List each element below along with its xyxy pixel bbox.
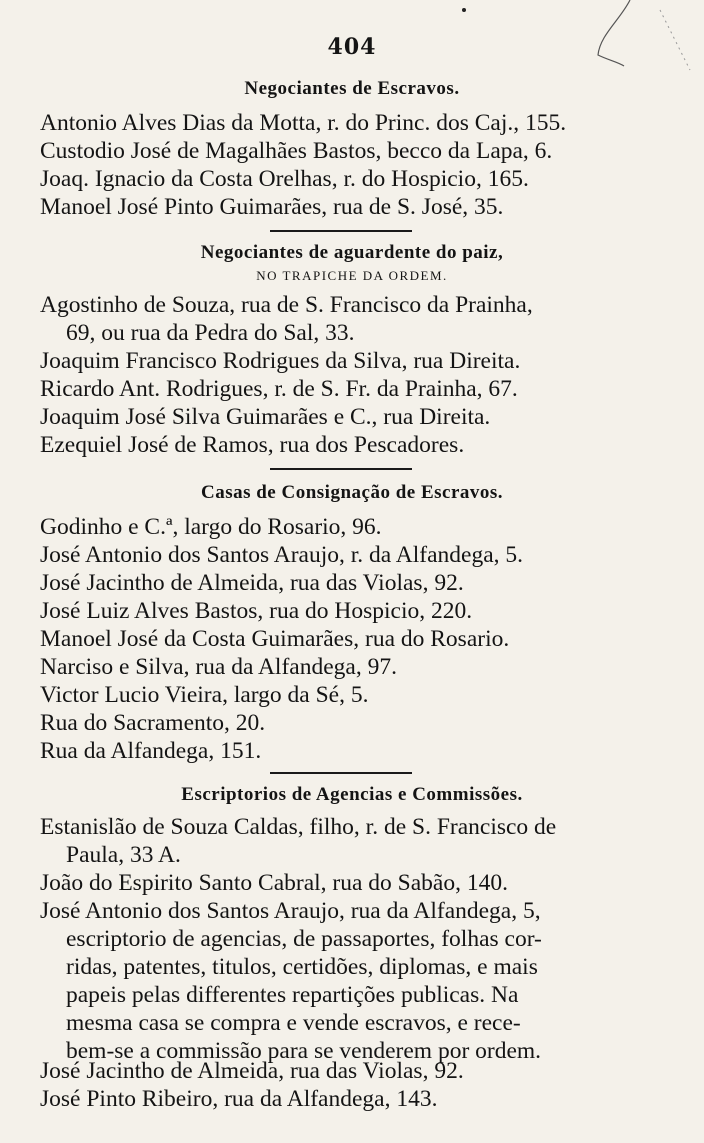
section-divider xyxy=(270,772,412,774)
entry: Joaq. Ignacio da Costa Orelhas, r. do Hospicio, 165. xyxy=(40,166,529,192)
entry: Joaquim José Silva Guimarães e C., rua Direita. xyxy=(40,404,491,430)
entry: Ezequiel José de Ramos, rua dos Pescadores. xyxy=(40,432,465,458)
section-divider xyxy=(270,230,412,232)
entry: José Jacintho de Almeida, rua das Violas, 92. xyxy=(40,570,464,596)
entry-continuation: escriptorio de agencias, de passaportes, folhas cor- xyxy=(66,926,542,952)
section-subtitle: NO TRAPICHE DA ORDEM. xyxy=(256,268,448,283)
page-number: 404 xyxy=(327,34,377,60)
entry: Rua do Sacramento, 20. xyxy=(40,710,266,736)
section-title-slave-consignment: Casas de Consignação de Escravos. xyxy=(200,482,504,503)
section-title-brandy-merchants: Negociantes de aguardente do paiz, xyxy=(200,242,504,263)
entry: Joaquim Francisco Rodrigues da Silva, rua Direita. xyxy=(40,348,521,374)
entry: Ricardo Ant. Rodrigues, r. de S. Fr. da Prainha, 67. xyxy=(40,376,518,402)
entry: José Antonio dos Santos Araujo, r. da Alfandega, 5. xyxy=(40,542,524,568)
entry: Godinho e C.ª, largo do Rosario, 96. xyxy=(40,514,382,540)
entry-continuation: 69, ou rua da Pedra do Sal, 33. xyxy=(66,320,355,346)
entry: Estanislão de Souza Caldas, filho, r. de S. Francisco de xyxy=(40,814,557,840)
entry: Narciso e Silva, rua da Alfandega, 97. xyxy=(40,654,397,680)
entry: José Jacintho de Almeida, rua das Violas, 92. xyxy=(40,1058,464,1084)
entry: Victor Lucio Vieira, largo da Sé, 5. xyxy=(40,682,369,708)
entry-continuation: papeis pelas differentes repartições publicas. Na xyxy=(66,982,519,1008)
entry: José Antonio dos Santos Araujo, rua da Alfandega, 5, xyxy=(40,898,541,924)
entry: Manoel José Pinto Guimarães, rua de S. José, 35. xyxy=(40,194,504,220)
entry-continuation: ridas, patentes, titulos, certidões, diplomas, e mais xyxy=(66,954,538,980)
entry-continuation: Paula, 33 A. xyxy=(66,842,181,868)
entry: José Pinto Ribeiro, rua da Alfandega, 143. xyxy=(40,1086,438,1112)
entry: Rua da Alfandega, 151. xyxy=(40,738,262,764)
entry-continuation: bem-se a commissão para se venderem por ordem. xyxy=(66,1038,542,1064)
entry: Manoel José da Costa Guimarães, rua do Rosario. xyxy=(40,626,510,652)
ink-dot xyxy=(462,8,466,12)
entry: João do Espirito Santo Cabral, rua do Sabão, 140. xyxy=(40,870,508,896)
entry: José Luiz Alves Bastos, rua do Hospicio, 220. xyxy=(40,598,473,624)
ink-stroke-decoration xyxy=(590,0,700,80)
section-title-agencies-commissions: Escriptorios de Agencias e Commissões. xyxy=(181,784,523,805)
section-title-slave-traders: Negociantes de Escravos. xyxy=(244,78,460,99)
entry: Antonio Alves Dias da Motta, r. do Princ. dos Caj., 155. xyxy=(40,110,567,136)
section-divider xyxy=(270,468,412,470)
entry: Custodio José de Magalhães Bastos, becco da Lapa, 6. xyxy=(40,138,553,164)
entry: Agostinho de Souza, rua de S. Francisco da Prainha, xyxy=(40,292,533,318)
entry-continuation: mesma casa se compra e vende escravos, e rece- xyxy=(66,1010,521,1036)
